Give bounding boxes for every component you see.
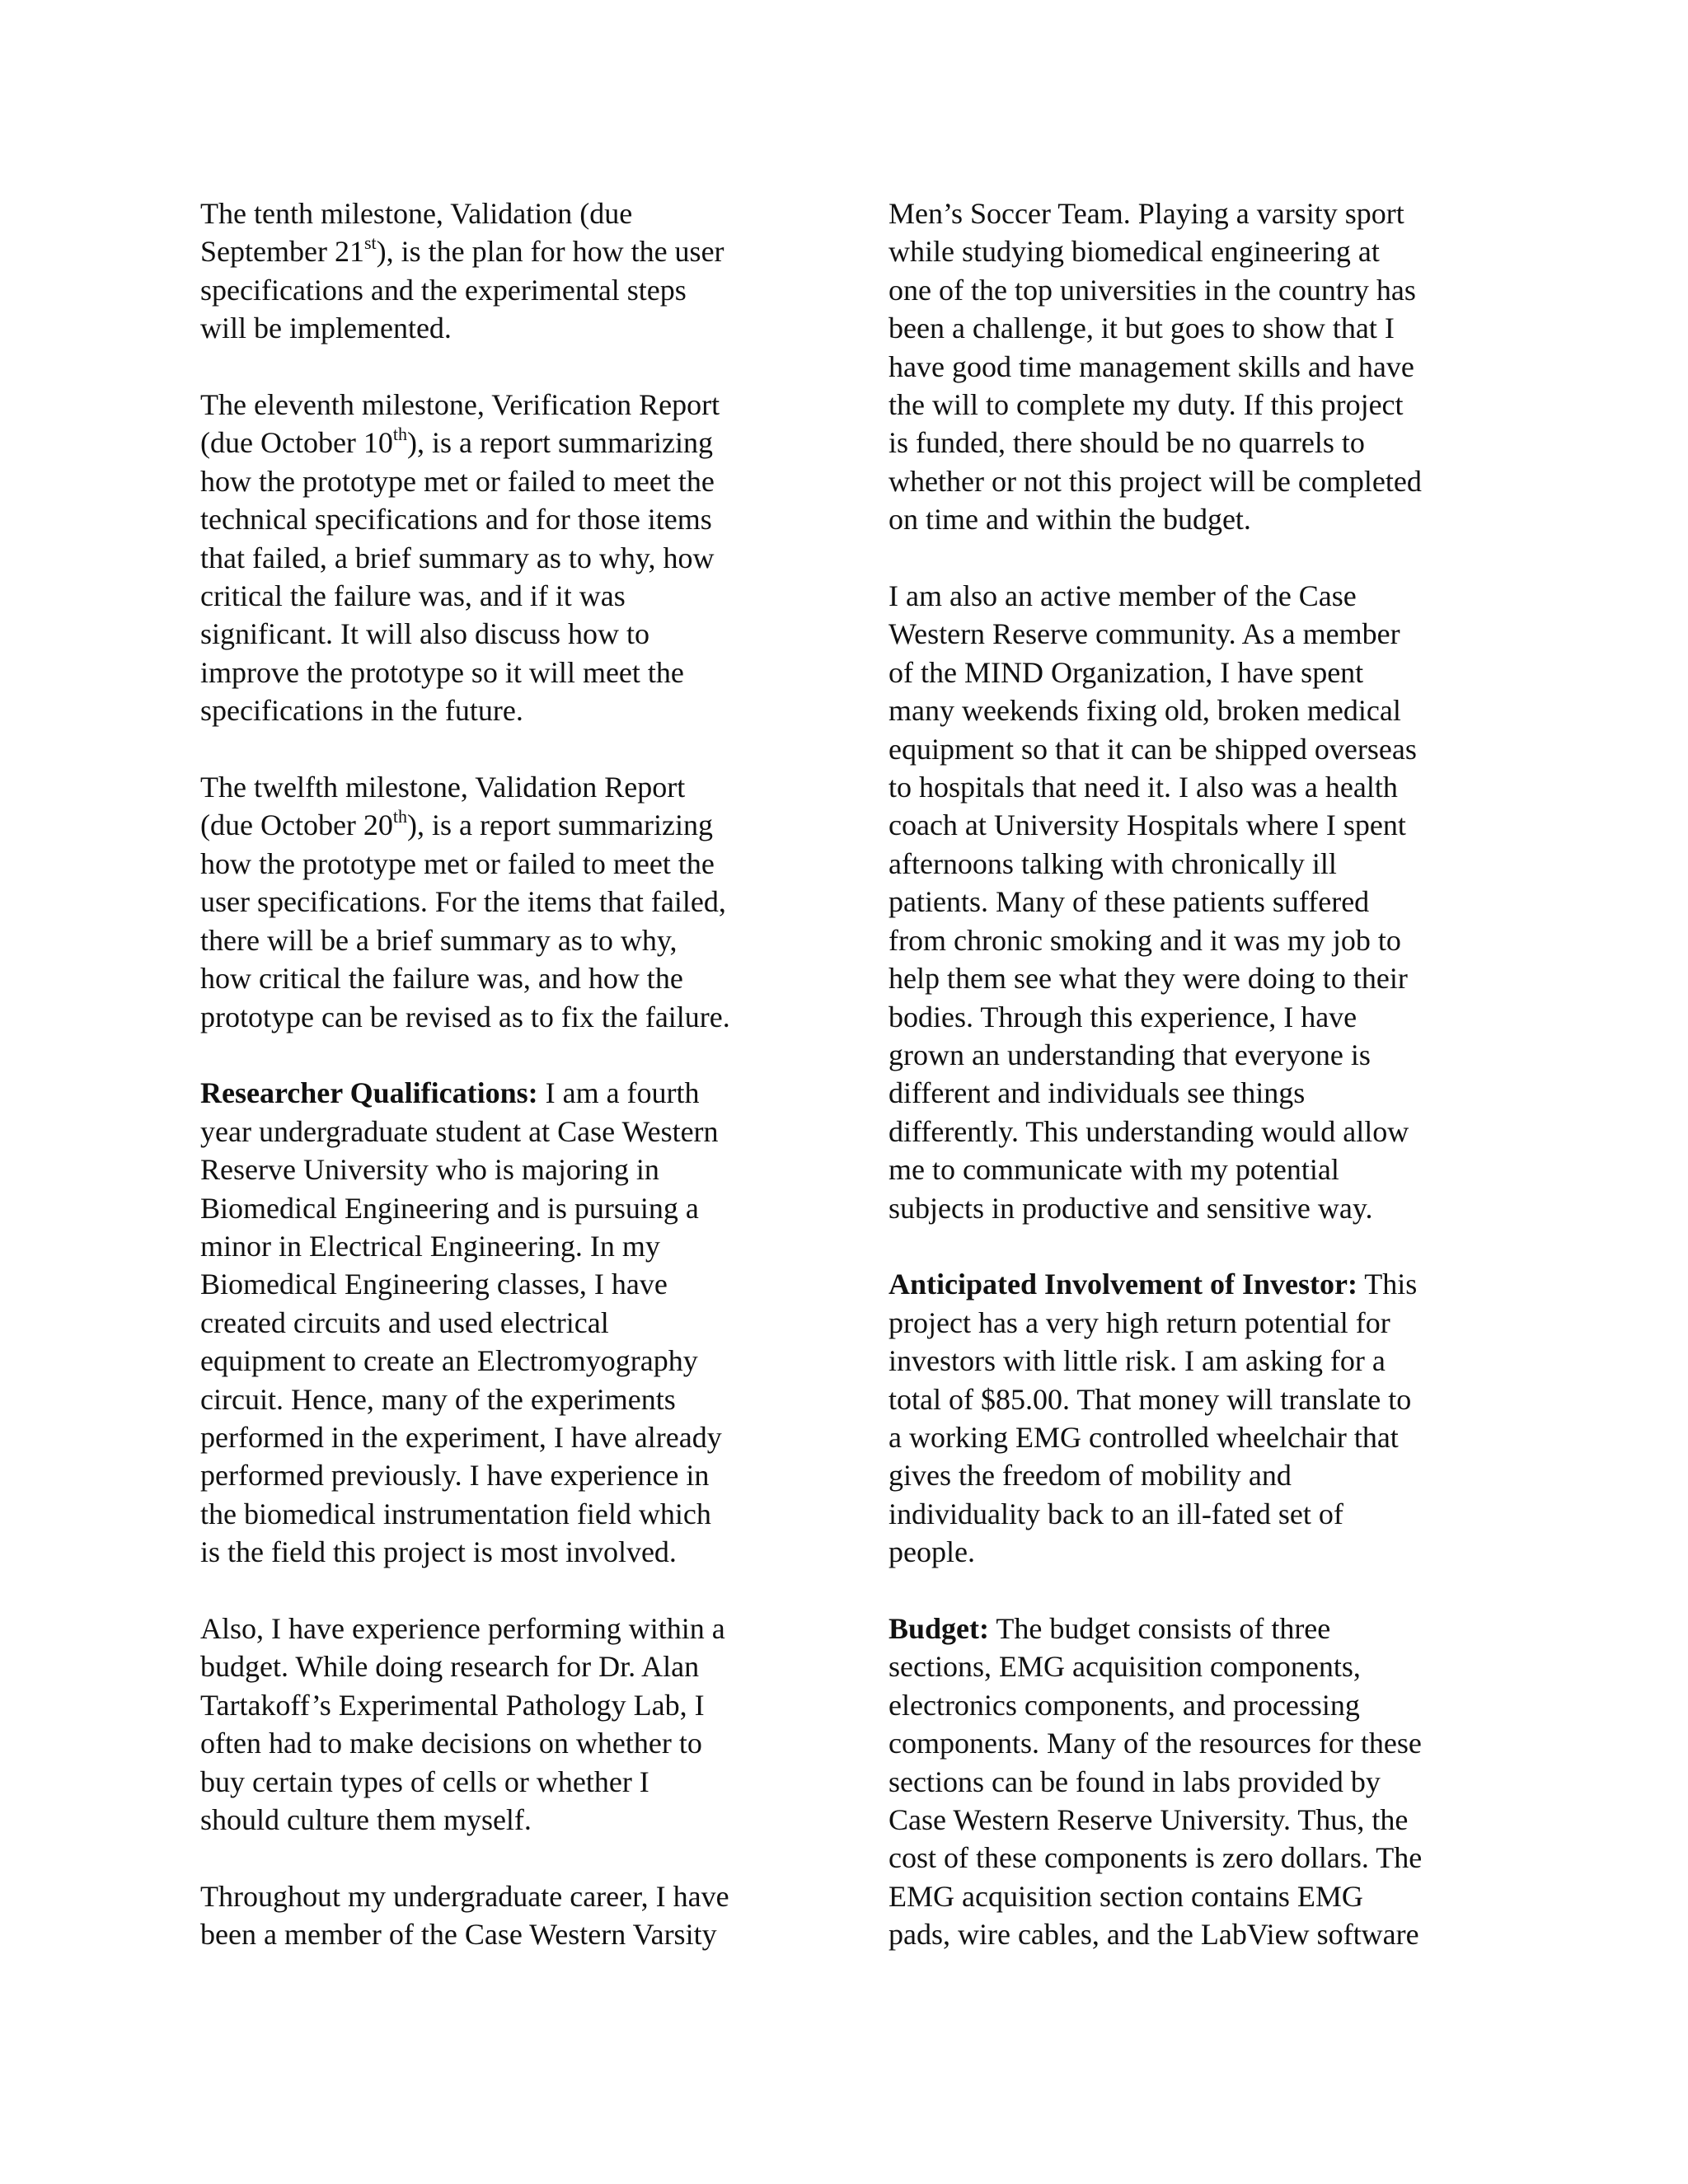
- text-fragment: September 21: [200, 235, 364, 269]
- text-line: [200, 232, 794, 270]
- text-line: been a member of the Case Western Varsity: [200, 1918, 717, 1952]
- text-line: Throughout my undergraduate career, I have: [200, 1879, 729, 1913]
- text-line: should culture them myself.: [200, 1803, 532, 1836]
- text-line: there will be a brief summary as to why,: [200, 923, 678, 957]
- text-line: sections, EMG acquisition components,: [889, 1650, 1361, 1684]
- text-line: performed in the experiment, I have already: [200, 1420, 722, 1454]
- text-line: created circuits and used electrical: [200, 1305, 609, 1339]
- text-line: project has a very high return potential for: [889, 1305, 1390, 1339]
- text-line: how critical the failure was, and how the: [200, 962, 683, 996]
- text-line: will be implemented.: [200, 312, 452, 345]
- text-line: subjects in productive and sensitive way.: [889, 1191, 1373, 1225]
- text-line: is the field this project is most involved.: [200, 1535, 677, 1569]
- text-line: [200, 424, 794, 462]
- text-line: on time and within the budget.: [889, 503, 1251, 537]
- text-line: Biomedical Engineering and is pursuing a: [200, 1191, 699, 1225]
- text-line: investors with little risk. I am asking for a: [889, 1344, 1386, 1378]
- text-line: year undergraduate student at Case Western: [200, 1114, 719, 1148]
- text-line: improve the prototype so it will meet the: [200, 655, 684, 689]
- paragraph-researcher-qualifications: [200, 1074, 794, 1571]
- text-line: The twelfth milestone, Validation Report: [200, 771, 686, 804]
- text-line: total of $85.00. That money will translate to: [889, 1382, 1412, 1416]
- text-line: The eleventh milestone, Verification Report: [200, 388, 720, 422]
- text-line: Tartakoff’s Experimental Pathology Lab, I: [200, 1688, 705, 1722]
- text-line: components. Many of the resources for these: [889, 1727, 1422, 1760]
- text-line: whether or not this project will be completed: [889, 464, 1422, 498]
- text-line: cost of these components is zero dollars. The: [889, 1841, 1423, 1875]
- text-line: different and individuals see things: [889, 1076, 1306, 1110]
- text-line: have good time management skills and have: [889, 349, 1414, 383]
- text-fragment: (due October 10: [200, 426, 393, 460]
- text-line: people.: [889, 1535, 975, 1569]
- text-line: [200, 1074, 794, 1112]
- text-line: Reserve University who is majoring in: [200, 1153, 659, 1187]
- paragraph-investor: [889, 1265, 1498, 1571]
- text-line: is funded, there should be no quarrels to: [889, 426, 1365, 460]
- text-fragment: (due October 20: [200, 808, 393, 842]
- text-line: a working EMG controlled wheelchair that: [889, 1420, 1399, 1454]
- text-line: many weekends fixing old, broken medical: [889, 694, 1401, 728]
- text-line: how the prototype met or failed to meet the: [200, 464, 715, 498]
- text-line: user specifications. For the items that failed,: [200, 885, 726, 919]
- text-line: coach at University Hospitals where I spent: [889, 808, 1406, 842]
- text-fragment: I am a fourth: [537, 1076, 700, 1110]
- text-line: one of the top universities in the country has: [889, 273, 1416, 307]
- text-line: Men’s Soccer Team. Playing a varsity sport: [889, 197, 1404, 230]
- text-line: electronics components, and processing: [889, 1688, 1360, 1722]
- text-line: EMG acquisition section contains EMG: [889, 1879, 1363, 1913]
- text-line: buy certain types of cells or whether I: [200, 1765, 649, 1798]
- section-heading: Budget:: [889, 1611, 990, 1645]
- text-line: individuality back to an ill-fated set of: [889, 1497, 1343, 1530]
- text-line: gives the freedom of mobility and: [889, 1459, 1292, 1493]
- text-line: often had to make decisions on whether to: [200, 1727, 702, 1760]
- section-heading: Researcher Qualifications:: [200, 1076, 538, 1110]
- text-line: help them see what they were doing to their: [889, 962, 1408, 996]
- text-line: patients. Many of these patients suffered: [889, 885, 1370, 919]
- text-line: performed previously. I have experience in: [200, 1459, 710, 1493]
- paragraph-validation-report: [200, 768, 794, 1036]
- text-line: Western Reserve community. As a member: [889, 617, 1400, 651]
- text-line: grown an understanding that everyone is: [889, 1038, 1371, 1071]
- text-line: that failed, a brief summary as to why, how: [200, 541, 715, 574]
- superscript: st: [363, 232, 377, 254]
- text-fragment: ), is a report summarizing: [407, 426, 713, 460]
- text-line: equipment to create an Electromyography: [200, 1344, 698, 1378]
- left-column: [200, 194, 794, 1992]
- text-fragment: ), is the plan for how the user: [376, 235, 724, 269]
- text-line: sections can be found in labs provided by: [889, 1765, 1381, 1798]
- paragraph-soccer: [889, 194, 1498, 539]
- text-line: pads, wire cables, and the LabView software: [889, 1918, 1419, 1952]
- paragraph-community: [889, 577, 1498, 1227]
- paragraph-varsity: [200, 1877, 794, 1954]
- text-line: while studying biomedical engineering at: [889, 235, 1380, 269]
- text-line: from chronic smoking and it was my job to: [889, 923, 1401, 957]
- text-line: [200, 806, 794, 844]
- text-line: bodies. Through this experience, I have: [889, 1000, 1357, 1033]
- text-line: specifications in the future.: [200, 694, 523, 728]
- text-line: the will to complete my duty. If this project: [889, 388, 1404, 422]
- superscript: th: [392, 806, 408, 827]
- text-line: [889, 1610, 1498, 1647]
- right-column: [889, 194, 1498, 1992]
- text-line: how the prototype met or failed to meet the: [200, 846, 715, 880]
- text-fragment: ), is a report summarizing: [407, 808, 713, 842]
- text-line: to hospitals that need it. I also was a health: [889, 771, 1398, 804]
- text-line: prototype can be revised as to fix the failure.: [200, 1000, 730, 1033]
- text-line: budget. While doing research for Dr. Alan: [200, 1650, 700, 1684]
- text-line: critical the failure was, and if it was: [200, 579, 626, 613]
- section-heading: Anticipated Involvement of Investor:: [889, 1268, 1357, 1301]
- text-line: technical specifications and for those items: [200, 503, 712, 537]
- text-line: [889, 1265, 1498, 1303]
- text-line: I am also an active member of the Case: [889, 579, 1357, 613]
- text-line: Also, I have experience performing within a: [200, 1611, 725, 1645]
- text-line: circuit. Hence, many of the experiments: [200, 1382, 676, 1416]
- text-line: The tenth milestone, Validation (due: [200, 197, 633, 230]
- paragraph-validation: [200, 194, 794, 348]
- text-fragment: This: [1357, 1268, 1418, 1301]
- text-line: afternoons talking with chronically ill: [889, 846, 1337, 880]
- paragraph-budget-experience: [200, 1610, 794, 1839]
- text-line: Biomedical Engineering classes, I have: [200, 1268, 668, 1301]
- text-line: equipment so that it can be shipped overseas: [889, 732, 1417, 766]
- text-fragment: The budget consists of three: [989, 1611, 1331, 1645]
- superscript: th: [392, 424, 408, 445]
- text-line: specifications and the experimental steps: [200, 273, 687, 307]
- text-line: of the MIND Organization, I have spent: [889, 655, 1364, 689]
- paragraph-budget: [889, 1610, 1498, 1954]
- paragraph-verification-report: [200, 386, 794, 730]
- text-line: me to communicate with my potential: [889, 1153, 1339, 1187]
- text-line: the biomedical instrumentation field which: [200, 1497, 711, 1530]
- text-line: differently. This understanding would allow: [889, 1114, 1409, 1148]
- text-line: significant. It will also discuss how to: [200, 617, 649, 651]
- text-line: Case Western Reserve University. Thus, the: [889, 1803, 1409, 1837]
- text-line: been a challenge, it but goes to show that I: [889, 312, 1395, 345]
- text-line: minor in Electrical Engineering. In my: [200, 1229, 660, 1263]
